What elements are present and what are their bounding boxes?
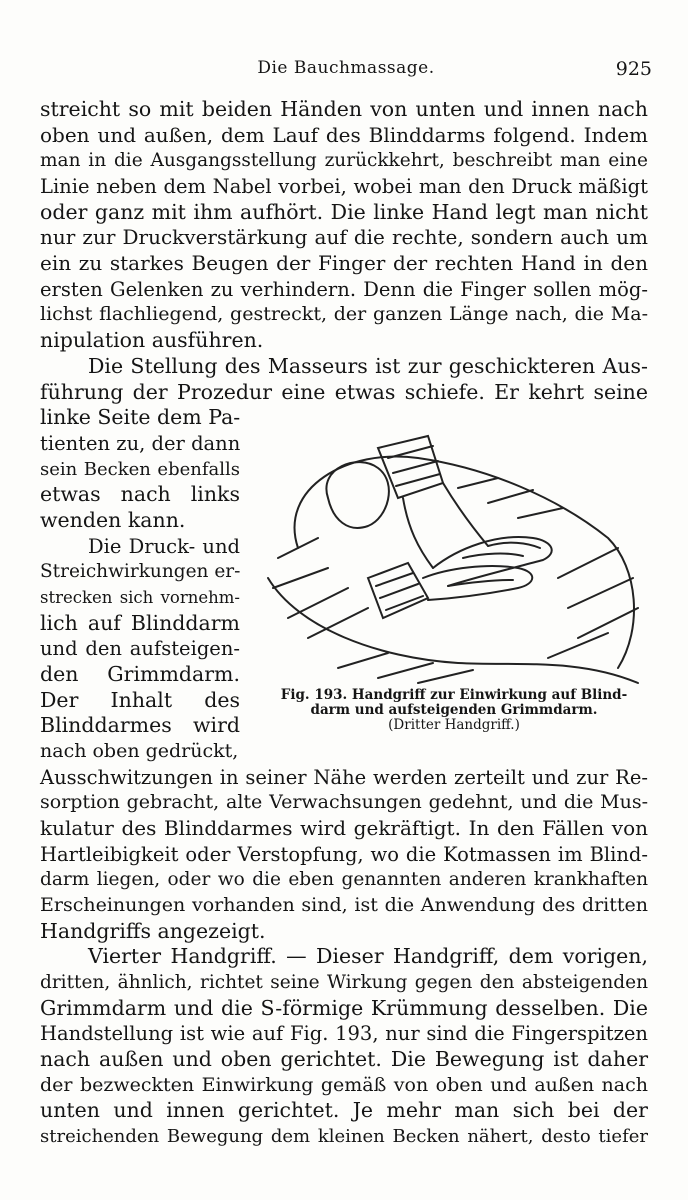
text-line: oben und außen, dem Lauf des Blinddarms folgend. Indem: [40, 123, 648, 147]
text-line: nach außen und oben gerichtet. Die Bewegung ist daher: [40, 1047, 648, 1071]
text-line: den Grimmdarm.: [40, 662, 240, 686]
figure-caption: [254, 688, 654, 733]
text-line: man in die Ausgangsstellung zurückkehrt, beschreibt man eine: [40, 150, 648, 171]
running-head: Die Bauchmassage.: [257, 58, 435, 78]
text-line: Vierter Handgriff. — Dieser Handgriff, dem vorigen,: [88, 944, 648, 968]
text-line: Linie neben dem Nabel vorbei, wobei man den Druck mäßigt: [40, 175, 648, 198]
text-line: etwas nach links: [40, 482, 240, 506]
text-line: strecken sich vornehm-: [40, 588, 240, 607]
text-line: kulatur des Blinddarmes wird gekräftigt. In den Fällen von: [40, 816, 648, 840]
text-line: darm liegen, oder wo die eben genannten anderen krankhaften: [40, 869, 648, 890]
massage-hands-drawing: [258, 428, 650, 690]
text-line: Ausschwitzungen in seiner Nähe werden zerteilt und zur Re-: [40, 766, 648, 789]
page-header: [40, 58, 652, 84]
text-line: oder ganz mit ihm aufhört. Die linke Hand legt man nicht: [40, 200, 648, 224]
text-line: nur zur Druckverstärkung auf die rechte, sondern auch um: [40, 225, 648, 249]
page-number: 925: [615, 58, 652, 80]
text-line: nach oben gedrückt,: [40, 740, 239, 762]
text-line: Erscheinungen vorhanden sind, ist die Anwendung des dritten: [40, 894, 648, 916]
text-line: Die Druck- und: [88, 535, 240, 558]
text-line: Handgriffs angezeigt.: [40, 919, 266, 943]
text-line: Die Stellung des Masseurs ist zur geschickteren Aus-: [88, 354, 648, 378]
text-line: ein zu starkes Beugen der Finger der rechten Hand in den: [40, 251, 648, 275]
figure-illustration: [258, 428, 650, 690]
text-line: der bezweckten Einwirkung gemäß von oben und außen nach: [40, 1074, 648, 1096]
text-line: dritten, ähnlich, richtet seine Wirkung gegen den absteigenden: [40, 972, 648, 993]
text-line: streicht so mit beiden Händen von unten und innen nach: [40, 97, 648, 121]
text-line: unten und innen gerichtet. Je mehr man sich bei der: [40, 1098, 648, 1122]
text-line: nipulation ausführen.: [40, 328, 264, 352]
caption-line: (Dritter Handgriff.): [388, 717, 520, 733]
text-line: Grimmdarm und die S-förmige Krümmung desselben. Die: [40, 996, 648, 1020]
text-line: und den aufsteigen-: [40, 637, 240, 660]
text-line: lich auf Blinddarm: [40, 611, 240, 635]
text-line: streichenden Bewegung dem kleinen Becken nähert, desto tiefer: [40, 1126, 648, 1147]
text-line: führung der Prozedur eine etwas schiefe. Er kehrt seine: [40, 380, 648, 404]
text-line: sorption gebracht, alte Verwachsungen gedehnt, und die Mus-: [40, 791, 648, 813]
text-line: lichst flachliegend, gestreckt, der ganzen Länge nach, die Ma-: [40, 303, 648, 325]
text-line: Der Inhalt des: [40, 688, 240, 712]
text-line: tienten zu, der dann: [40, 432, 241, 455]
text-line: Handstellung ist wie auf Fig. 193, nur sind die Fingerspitzen: [40, 1022, 648, 1045]
text-line: linke Seite dem Pa-: [40, 405, 241, 429]
text-line: Blinddarmes wird: [40, 713, 240, 737]
text-line: sein Becken ebenfalls: [40, 459, 240, 480]
caption-line: darm und aufsteigenden Grimmdarm.: [310, 702, 598, 718]
text-line: Hartleibigkeit oder Verstopfung, wo die Kotmassen im Blind-: [40, 843, 648, 866]
caption-line: Fig. 193. Handgriff zur Einwirkung auf Blind-: [280, 687, 628, 703]
text-line: ersten Gelenken zu verhindern. Denn die Finger sollen mög-: [40, 278, 648, 301]
text-line: Streichwirkungen er-: [40, 561, 241, 582]
text-line: wenden kann.: [40, 508, 186, 532]
